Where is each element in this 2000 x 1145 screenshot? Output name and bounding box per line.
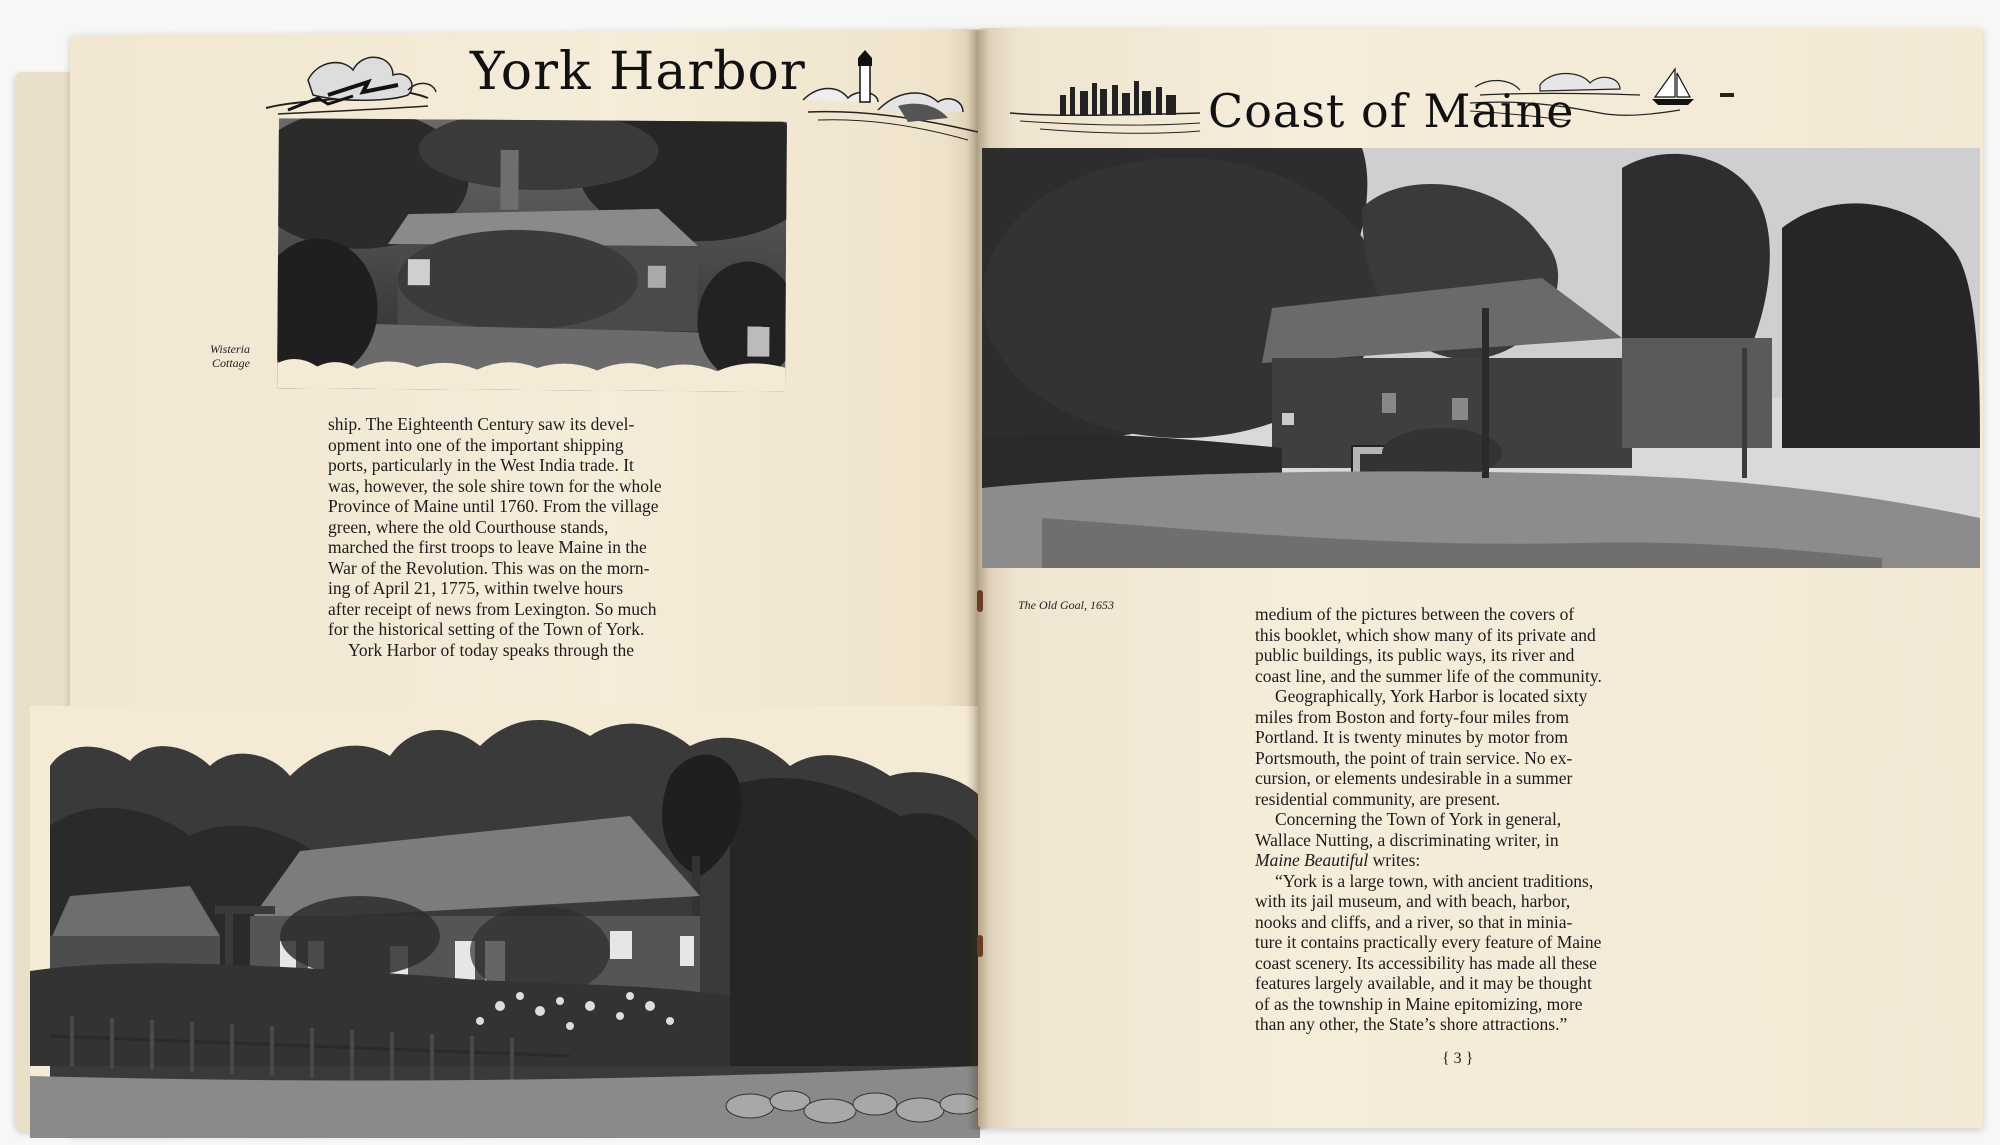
- old-goal-caption: The Old Goal, 1653: [1018, 598, 1114, 612]
- body-line: [1255, 850, 1667, 871]
- body-line: ship. The Eighteenth Century saw its devel-: [328, 414, 635, 434]
- quote-line: ture it contains practically every feature of Maine: [1255, 932, 1602, 952]
- body-line: was, however, the sole shire town for the whole: [328, 475, 662, 496]
- body-line: this booklet, which show many of its private and: [1255, 624, 1596, 645]
- body-line: marched the first troops to leave Maine in the: [328, 537, 647, 557]
- right-body-text: [1255, 604, 1667, 1035]
- body-line: coast line, and the summer life of the community.: [1255, 665, 1602, 686]
- old-goal-photo: [982, 148, 1980, 568]
- body-line: cursion, or elements undesirable in a summer: [1255, 768, 1573, 788]
- body-line: for the historical setting of the Town of York.: [328, 619, 645, 639]
- quote-line: “York is a large town, with ancient traditions,: [1275, 870, 1594, 891]
- body-line: Wallace Nutting, a discriminating writer, in: [1255, 829, 1559, 850]
- body-line: green, where the old Courthouse stands,: [328, 516, 609, 537]
- body-line: War of the Revolution. This was on the morn-: [328, 557, 650, 578]
- ye-tea-cup-photo: [30, 706, 980, 1138]
- left-body-text: [328, 414, 723, 660]
- body-line: ports, particularly in the West India trade. It: [328, 455, 634, 475]
- body-line: Province of Maine until 1760. From the village: [328, 496, 659, 516]
- wisteria-cottage-photo: [277, 118, 787, 392]
- city-skyline-illustration: [1060, 81, 1176, 115]
- body-line: Portsmouth, the point of train service. No ex-: [1255, 747, 1573, 768]
- book-title: Maine Beautiful: [1255, 850, 1369, 870]
- quote-line: than any other, the State’s shore attractions.”: [1255, 1014, 1568, 1034]
- quote-line: nooks and cliffs, and a river, so that in minia-: [1255, 911, 1573, 932]
- quote-line: coast scenery. Its accessibility has made all these: [1255, 952, 1597, 973]
- body-line: miles from Boston and forty-four miles from: [1255, 706, 1569, 727]
- sailboat-illustration: [1652, 69, 1694, 105]
- left-page-title: York Harbor: [470, 42, 806, 102]
- quote-line: of as the township in Maine epitomizing, more: [1255, 993, 1583, 1014]
- body-line: residential community, are present.: [1255, 788, 1501, 809]
- body-line: ing of April 21, 1775, within twelve hours: [328, 578, 624, 598]
- quote-line: with its jail museum, and with beach, harbor,: [1255, 891, 1571, 911]
- caption-line: Wisteria: [210, 342, 251, 356]
- body-line: Portland. It is twenty minutes by motor from: [1255, 727, 1569, 747]
- page-number: { 3 }: [1442, 1050, 1474, 1067]
- binding-stitch-top: [977, 590, 983, 612]
- body-line: medium of the pictures between the covers of: [1255, 604, 1575, 624]
- body-line: Geographically, York Harbor is located sixty: [1275, 686, 1588, 706]
- lighthouse-illustration: [860, 64, 870, 102]
- body-line: opment into one of the important shipping: [328, 434, 624, 455]
- body-line: York Harbor of today speaks through the: [348, 639, 634, 660]
- book-suffix: writes:: [1368, 850, 1421, 870]
- right-page-title: Coast of Maine: [1208, 84, 1575, 138]
- body-line: after receipt of news from Lexington. So much: [328, 598, 657, 619]
- quote-line: features largely available, and it may be thought: [1255, 973, 1592, 993]
- caption-line: Cottage: [212, 356, 250, 370]
- body-line: public buildings, its public ways, its river and: [1255, 645, 1575, 665]
- binding-stitch-bottom: [977, 935, 983, 957]
- body-line: Concerning the Town of York in general,: [1275, 809, 1562, 829]
- wisteria-cottage-caption: [210, 342, 250, 370]
